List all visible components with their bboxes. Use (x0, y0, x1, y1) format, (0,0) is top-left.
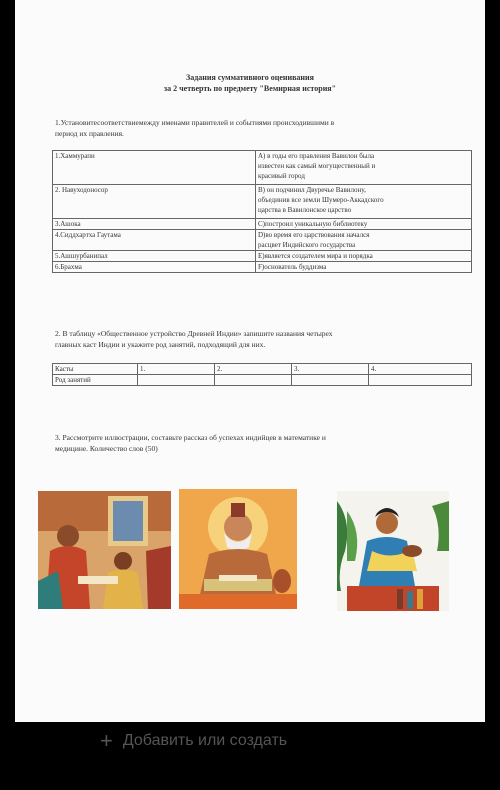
event-line: красивый город (258, 172, 305, 180)
event-cell (256, 251, 472, 262)
event-line: В) он подчинил Двуречье Вавилону, (258, 186, 366, 194)
task2-text (55, 328, 465, 350)
caste-cell[interactable]: 2. (215, 364, 292, 375)
castes-header-cell: Касты (53, 364, 138, 375)
castes-table (52, 363, 472, 386)
illustration-mathematics (38, 491, 171, 609)
document-page (15, 0, 485, 735)
event-line: царства в Вавилонское царство (258, 206, 352, 214)
task2-text-line1: 2. В таблицу «Общественное устройство Древней Индии» запишите названия четырех (55, 329, 333, 338)
event-line: расцвет Индийского государства (258, 241, 356, 249)
plus-icon: + (100, 728, 113, 753)
table-row (53, 185, 472, 219)
table-row (53, 251, 472, 262)
occupation-cell[interactable] (292, 375, 369, 386)
occupation-cell[interactable] (215, 375, 292, 386)
event-line: Е)является создателем мира и порядка (258, 252, 373, 260)
event-line: D)во время его царствования начался (258, 231, 370, 239)
ruler-cell: 1.Хаммурапи (53, 151, 256, 185)
table-row (53, 364, 472, 375)
ruler-cell: 4.Сиддхартха Гаутама (53, 230, 256, 251)
task1-text (55, 117, 465, 139)
event-cell (256, 185, 472, 219)
table-row (53, 230, 472, 251)
illustration-sage (179, 489, 297, 609)
heading-line-2: за 2 четверть по предмету "Вемирная история" (163, 84, 337, 93)
caste-cell[interactable]: 4. (369, 364, 472, 375)
task3-text-line1: 3. Рассмотрите иллюстрации, составьте рассказ об успехах индийцев в математике и (55, 433, 326, 442)
task1-text-line2: период их правления. (55, 129, 124, 138)
heading-line-1: Задания суммативного оценивания (186, 73, 314, 82)
occupation-cell[interactable] (138, 375, 215, 386)
event-cell (256, 230, 472, 251)
add-or-create-label: Добавить или создать (122, 732, 288, 749)
table-row (53, 219, 472, 230)
table-row (53, 151, 472, 185)
event-line: С)построил уникальную библиотеку (258, 220, 368, 228)
event-line: известен как самый могущественный и (258, 162, 376, 170)
ruler-cell: 2. Навуходоносор (53, 185, 256, 219)
document-heading (15, 72, 485, 94)
event-line: объединив все земли Шумеро-Аккадского (258, 196, 384, 204)
occupation-cell[interactable] (369, 375, 472, 386)
event-line: А) в годы его правления Вавилон была (258, 152, 375, 160)
event-cell (256, 151, 472, 185)
ruler-cell: 5.Ашшурбанипал (53, 251, 256, 262)
ruler-cell: 3.Ашока (53, 219, 256, 230)
task2-text-line2: главных каст Индии и укажите род занятий, подходящий для них. (55, 340, 266, 349)
occupation-header-cell: Род занятий (53, 375, 138, 386)
event-cell (256, 219, 472, 230)
task1-table (52, 150, 472, 273)
add-or-create-button[interactable] (100, 728, 287, 754)
table-row (53, 262, 472, 273)
table-row (53, 375, 472, 386)
illustration-medicine (337, 491, 449, 611)
caste-cell[interactable]: 3. (292, 364, 369, 375)
caste-cell[interactable]: 1. (138, 364, 215, 375)
event-cell (256, 262, 472, 273)
event-line: F)основатель буддизма (258, 263, 327, 271)
task3-text (55, 432, 465, 454)
ruler-cell: 6.Брахма (53, 262, 256, 273)
task1-text-line1: 1.Установитесоответствиемежду именами правителей и событиями происходившими в (55, 118, 335, 127)
task3-text-line2: медицине. Количество слов (50) (55, 444, 158, 453)
